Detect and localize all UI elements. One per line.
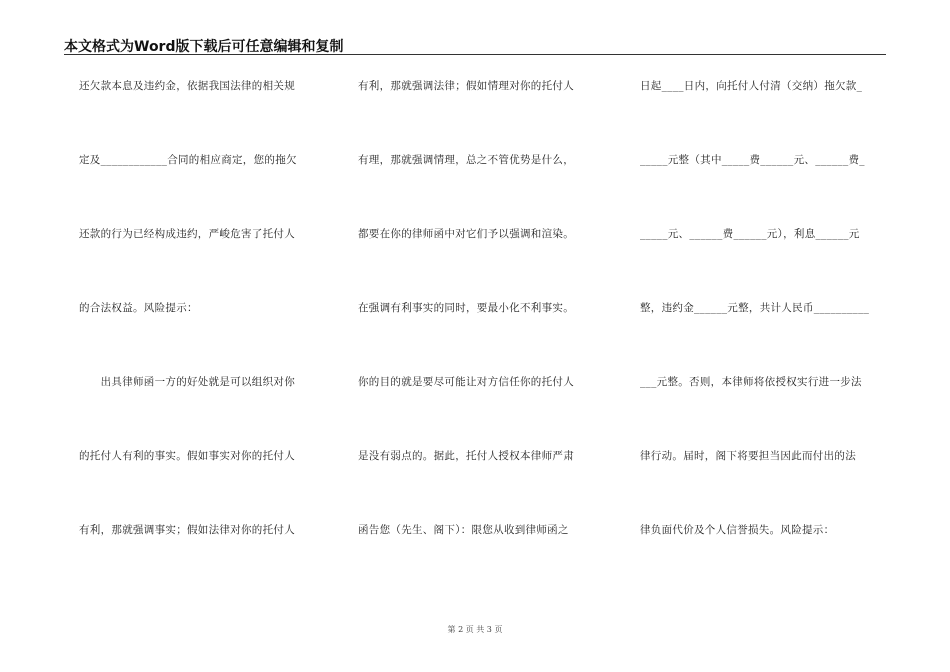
text-line: 在强调有利事实的同时，要最小化不利事实。 [358,302,574,314]
text-line: 都要在你的律师函中对它们予以强调和渲染。 [358,228,574,240]
header-title: 本文格式为Word版下载后可任意编辑和复制 [64,39,344,55]
text-line: 的托付人有利的事实。假如事实对你的托付人 [79,450,295,462]
text-line: 有利，那就强调事实；假如法律对你的托付人 [79,524,295,536]
text-line: 定及____________合同的相应商定，您的拖欠 [79,154,297,166]
text-line: _____元、______费______元），利息______元 [640,228,860,240]
text-line: 有利，那就强调法律；假如情理对你的托付人 [358,80,574,92]
text-line: 整，违约金______元整，共计人民币__________ [640,302,870,314]
text-line: 律行动。届时，阁下将要担当因此而付出的法 [640,450,856,462]
text-line: 函告您（先生、阁下）：限您从收到律师函之 [358,524,569,536]
page-number: 第 2 页 共 3 页 [447,625,503,634]
text-line: 出具律师函一方的好处就是可以组织对你 [79,376,295,388]
text-line: 日起____日内，向托付人付清（交纳）拖欠款_ [640,80,863,92]
text-line: ___元整。否则，本律师将依授权实行进一步法 [640,376,862,388]
text-line: 的合法权益。风险提示： [79,302,198,314]
text-line: 你的目的就是要尽可能让对方信任你的托付人 [358,376,574,388]
document-header [64,34,886,55]
text-line: 还款的行为已经构成违约，严峻危害了托付人 [79,228,295,240]
text-line: 有理，那就强调情理，总之不管优势是什么， [358,154,574,166]
text-line: 律负面代价及个人信誉损失。风险提示： [640,524,835,536]
text-line: 还欠款本息及违约金，依据我国法律的相关规 [79,80,295,92]
text-line: 是没有弱点的。据此，托付人授权本律师严肃 [358,450,574,462]
text-line: _____元整（其中_____费______元、______费_ [640,154,865,166]
